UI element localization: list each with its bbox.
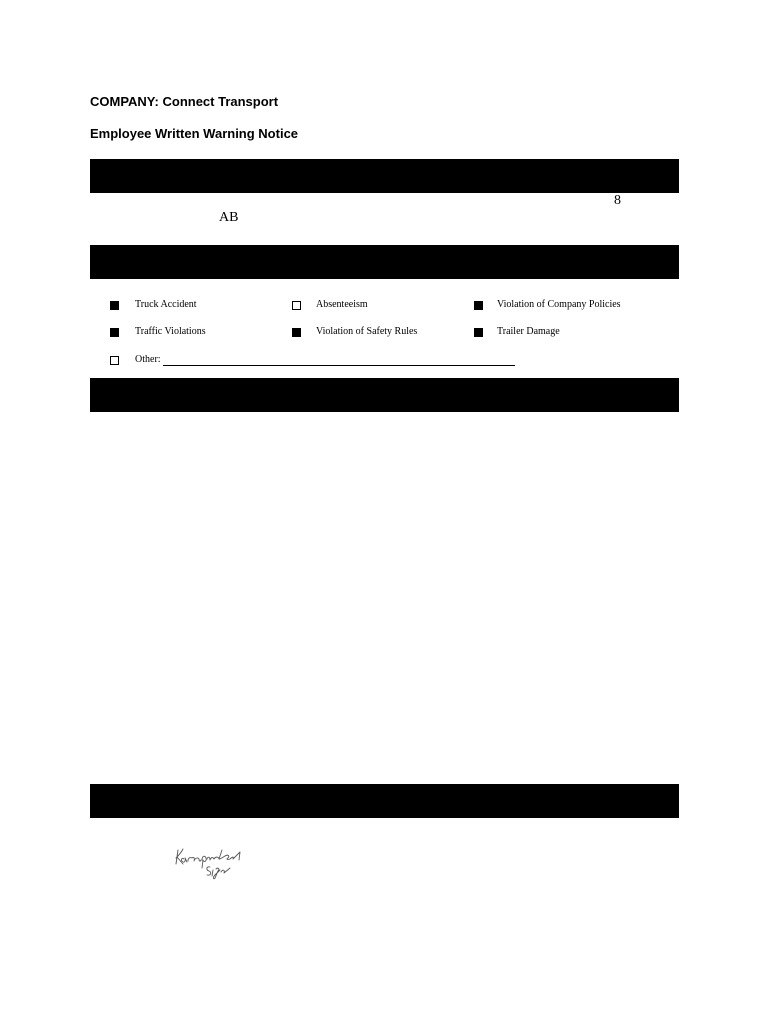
checkbox-row-2 [0,325,768,341]
checkbox-truck-accident[interactable] [110,301,119,310]
checkbox-label-other: Other: [135,354,161,365]
company-name: Connect Transport [162,94,279,109]
checkbox-row-3 [0,353,768,369]
checkbox-other[interactable] [110,356,119,365]
checkbox-label-violation-of-safety-rules: Violation of Safety Rules [316,326,418,337]
employee-info-value-left[interactable]: AB [219,210,239,225]
checkbox-violation-of-company-policies[interactable] [474,301,483,310]
company-label: COMPANY: [90,94,159,109]
section-header-bar-signature [90,784,679,818]
checkbox-label-violation-of-company-policies: Violation of Company Policies [497,299,621,310]
page-title: Employee Written Warning Notice [90,126,299,141]
checkbox-label-trailer-damage: Trailer Damage [497,326,560,337]
company-line [90,94,278,109]
employee-info-value-right[interactable]: 8 [614,193,621,208]
details-text-area[interactable] [90,412,679,782]
checkbox-label-truck-accident: Truck Accident [135,299,197,310]
checkbox-traffic-violations[interactable] [110,328,119,337]
checkbox-row-1 [0,298,768,314]
checkbox-label-traffic-violations: Traffic Violations [135,326,206,337]
checkbox-label-absenteeism: Absenteeism [316,299,368,310]
other-input-line[interactable] [163,365,515,366]
checkbox-absenteeism[interactable] [292,301,301,310]
checkbox-violation-of-safety-rules[interactable] [292,328,301,337]
section-header-bar-violation-type [90,245,679,279]
section-header-bar-employee-info [90,159,679,193]
employee-signature [170,842,260,890]
section-header-bar-details [90,378,679,412]
checkbox-trailer-damage[interactable] [474,328,483,337]
